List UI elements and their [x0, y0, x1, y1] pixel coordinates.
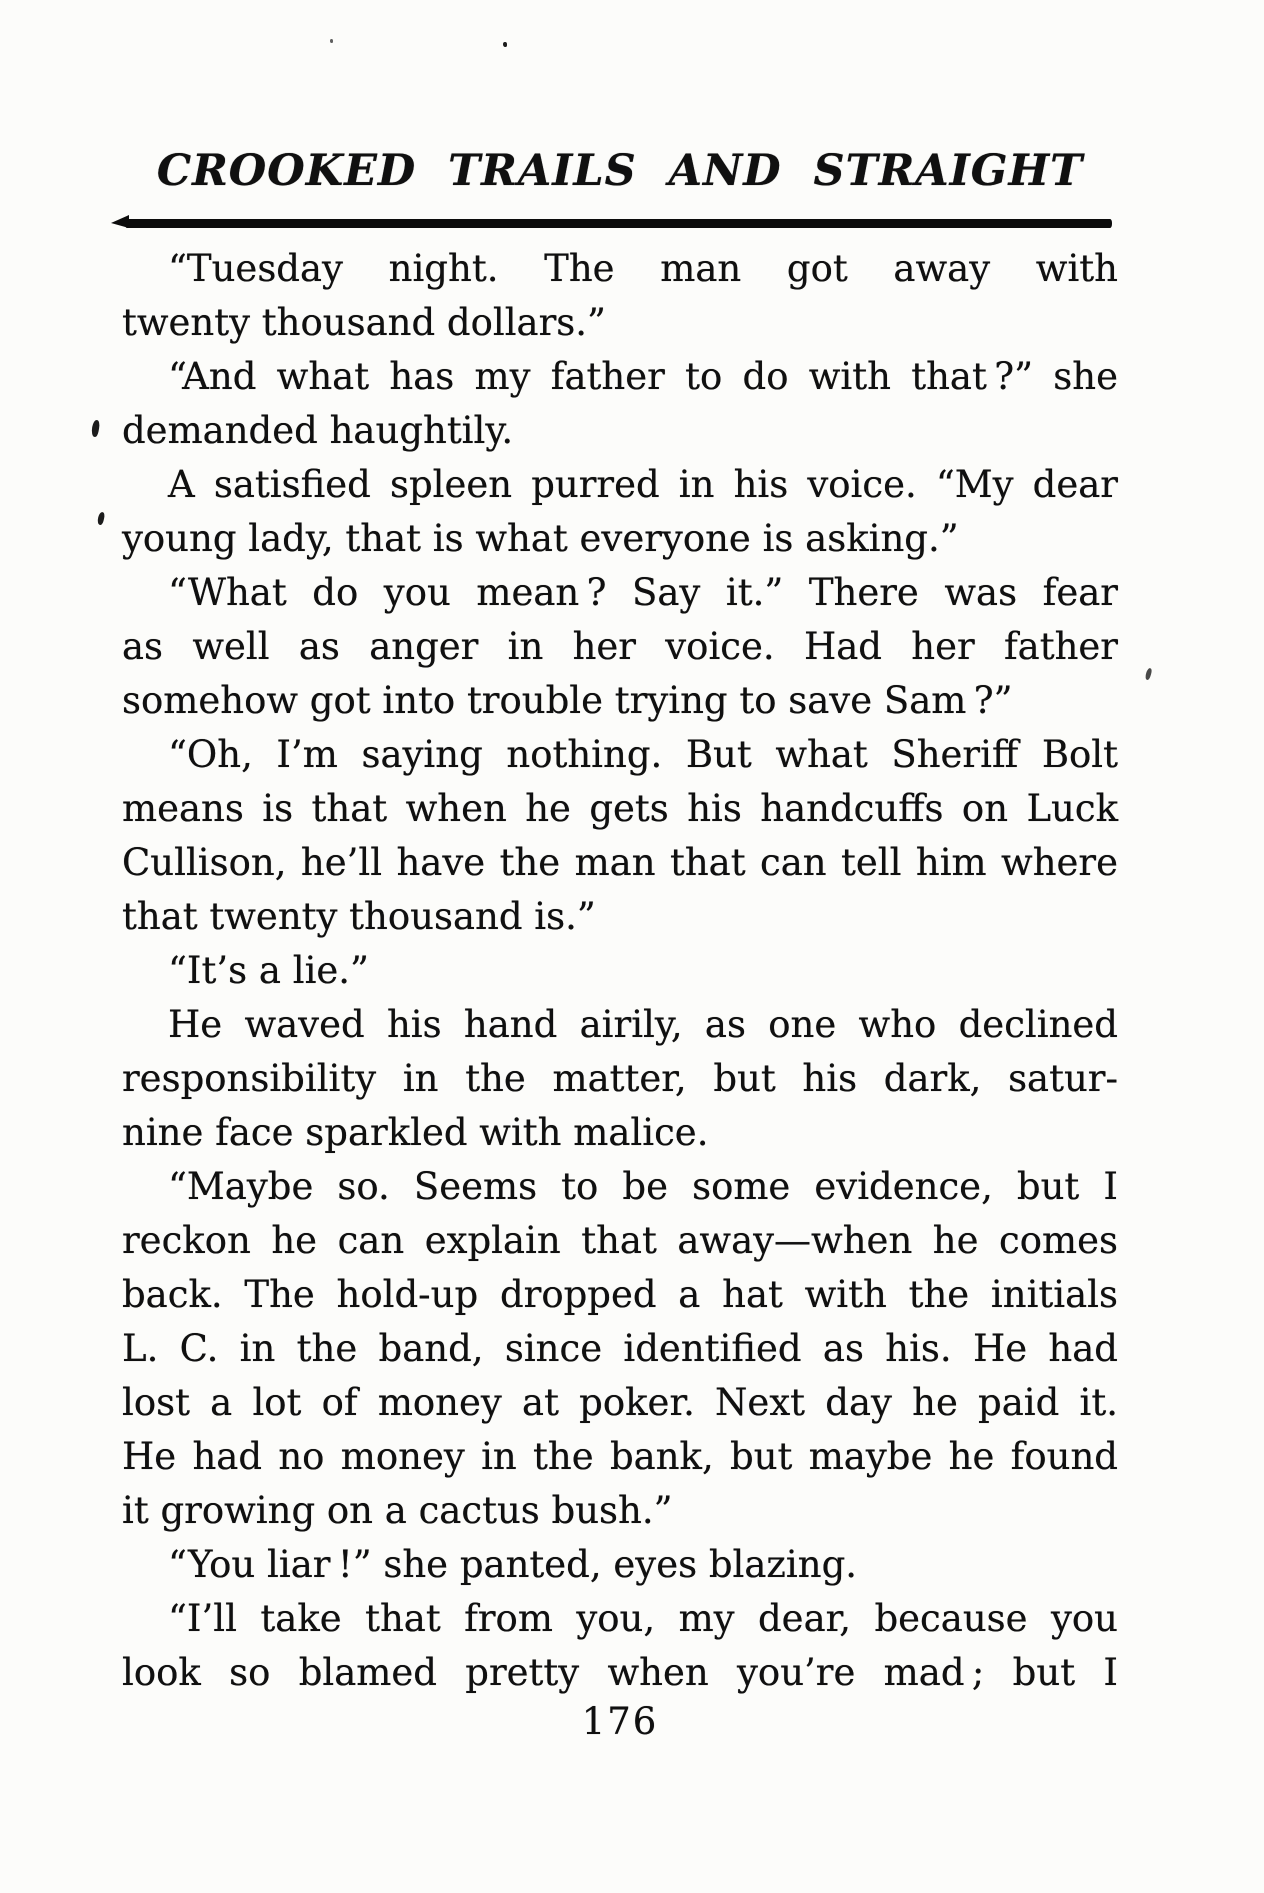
text-line: responsibility in the matter, but his dark, satur-	[122, 1057, 1118, 1100]
text-line: He waved his hand airily, as one who declined	[168, 1003, 1118, 1046]
text-line: “Oh, I’m saying nothing. But what Sheriff Bolt	[168, 733, 1118, 776]
scan-artifact	[330, 39, 333, 43]
body-text	[122, 242, 1118, 1700]
text-line: means is that when he gets his handcuffs on Luck	[122, 787, 1118, 830]
text-line: look so blamed pretty when you’re mad ; but I	[122, 1651, 1118, 1694]
text-line: reckon he can explain that away—when he comes	[122, 1219, 1118, 1262]
header-rule	[125, 219, 1112, 228]
text-line: that twenty thousand is.”	[122, 895, 596, 938]
text-line: “What do you mean ? Say it.” There was fear	[168, 571, 1118, 614]
text-line: nine face sparkled with malice.	[122, 1111, 709, 1154]
text-line: Cullison, he’ll have the man that can tell him where	[122, 841, 1118, 884]
text-line: young lady, that is what everyone is asking.”	[122, 517, 959, 560]
text-line: “And what has my father to do with that ?” she	[168, 355, 1118, 398]
text-line: He had no money in the bank, but maybe he found	[122, 1435, 1118, 1478]
scan-artifact	[91, 420, 101, 438]
page-number: 176	[581, 1700, 659, 1743]
text-line: A satisfied spleen purred in his voice. “My dear	[168, 463, 1118, 506]
text-line: “Maybe so. Seems to be some evidence, but I	[168, 1165, 1118, 1208]
scan-artifact	[97, 511, 106, 525]
text-line: lost a lot of money at poker. Next day he paid it.	[122, 1381, 1118, 1424]
text-line: it growing on a cactus bush.”	[122, 1489, 673, 1532]
text-line: “It’s a lie.”	[168, 949, 369, 992]
running-header: CROOKED TRAILS AND STRAIGHT	[156, 146, 1084, 196]
text-line: L. C. in the band, since identified as his. He had	[122, 1327, 1118, 1370]
text-line: “I’ll take that from you, my dear, because you	[168, 1597, 1118, 1640]
text-line: twenty thousand dollars.”	[122, 301, 606, 344]
text-line: “Tuesday night. The man got away with	[168, 247, 1118, 290]
text-line: as well as anger in her voice. Had her father	[122, 625, 1118, 668]
scan-artifact	[503, 42, 507, 47]
text-line: “You liar !” she panted, eyes blazing.	[168, 1543, 858, 1586]
scan-artifact	[1144, 668, 1152, 681]
text-line: demanded haughtily.	[122, 409, 514, 452]
text-line: back. The hold-up dropped a hat with the initials	[122, 1273, 1118, 1316]
text-line: somehow got into trouble trying to save Sam ?”	[122, 679, 1013, 722]
